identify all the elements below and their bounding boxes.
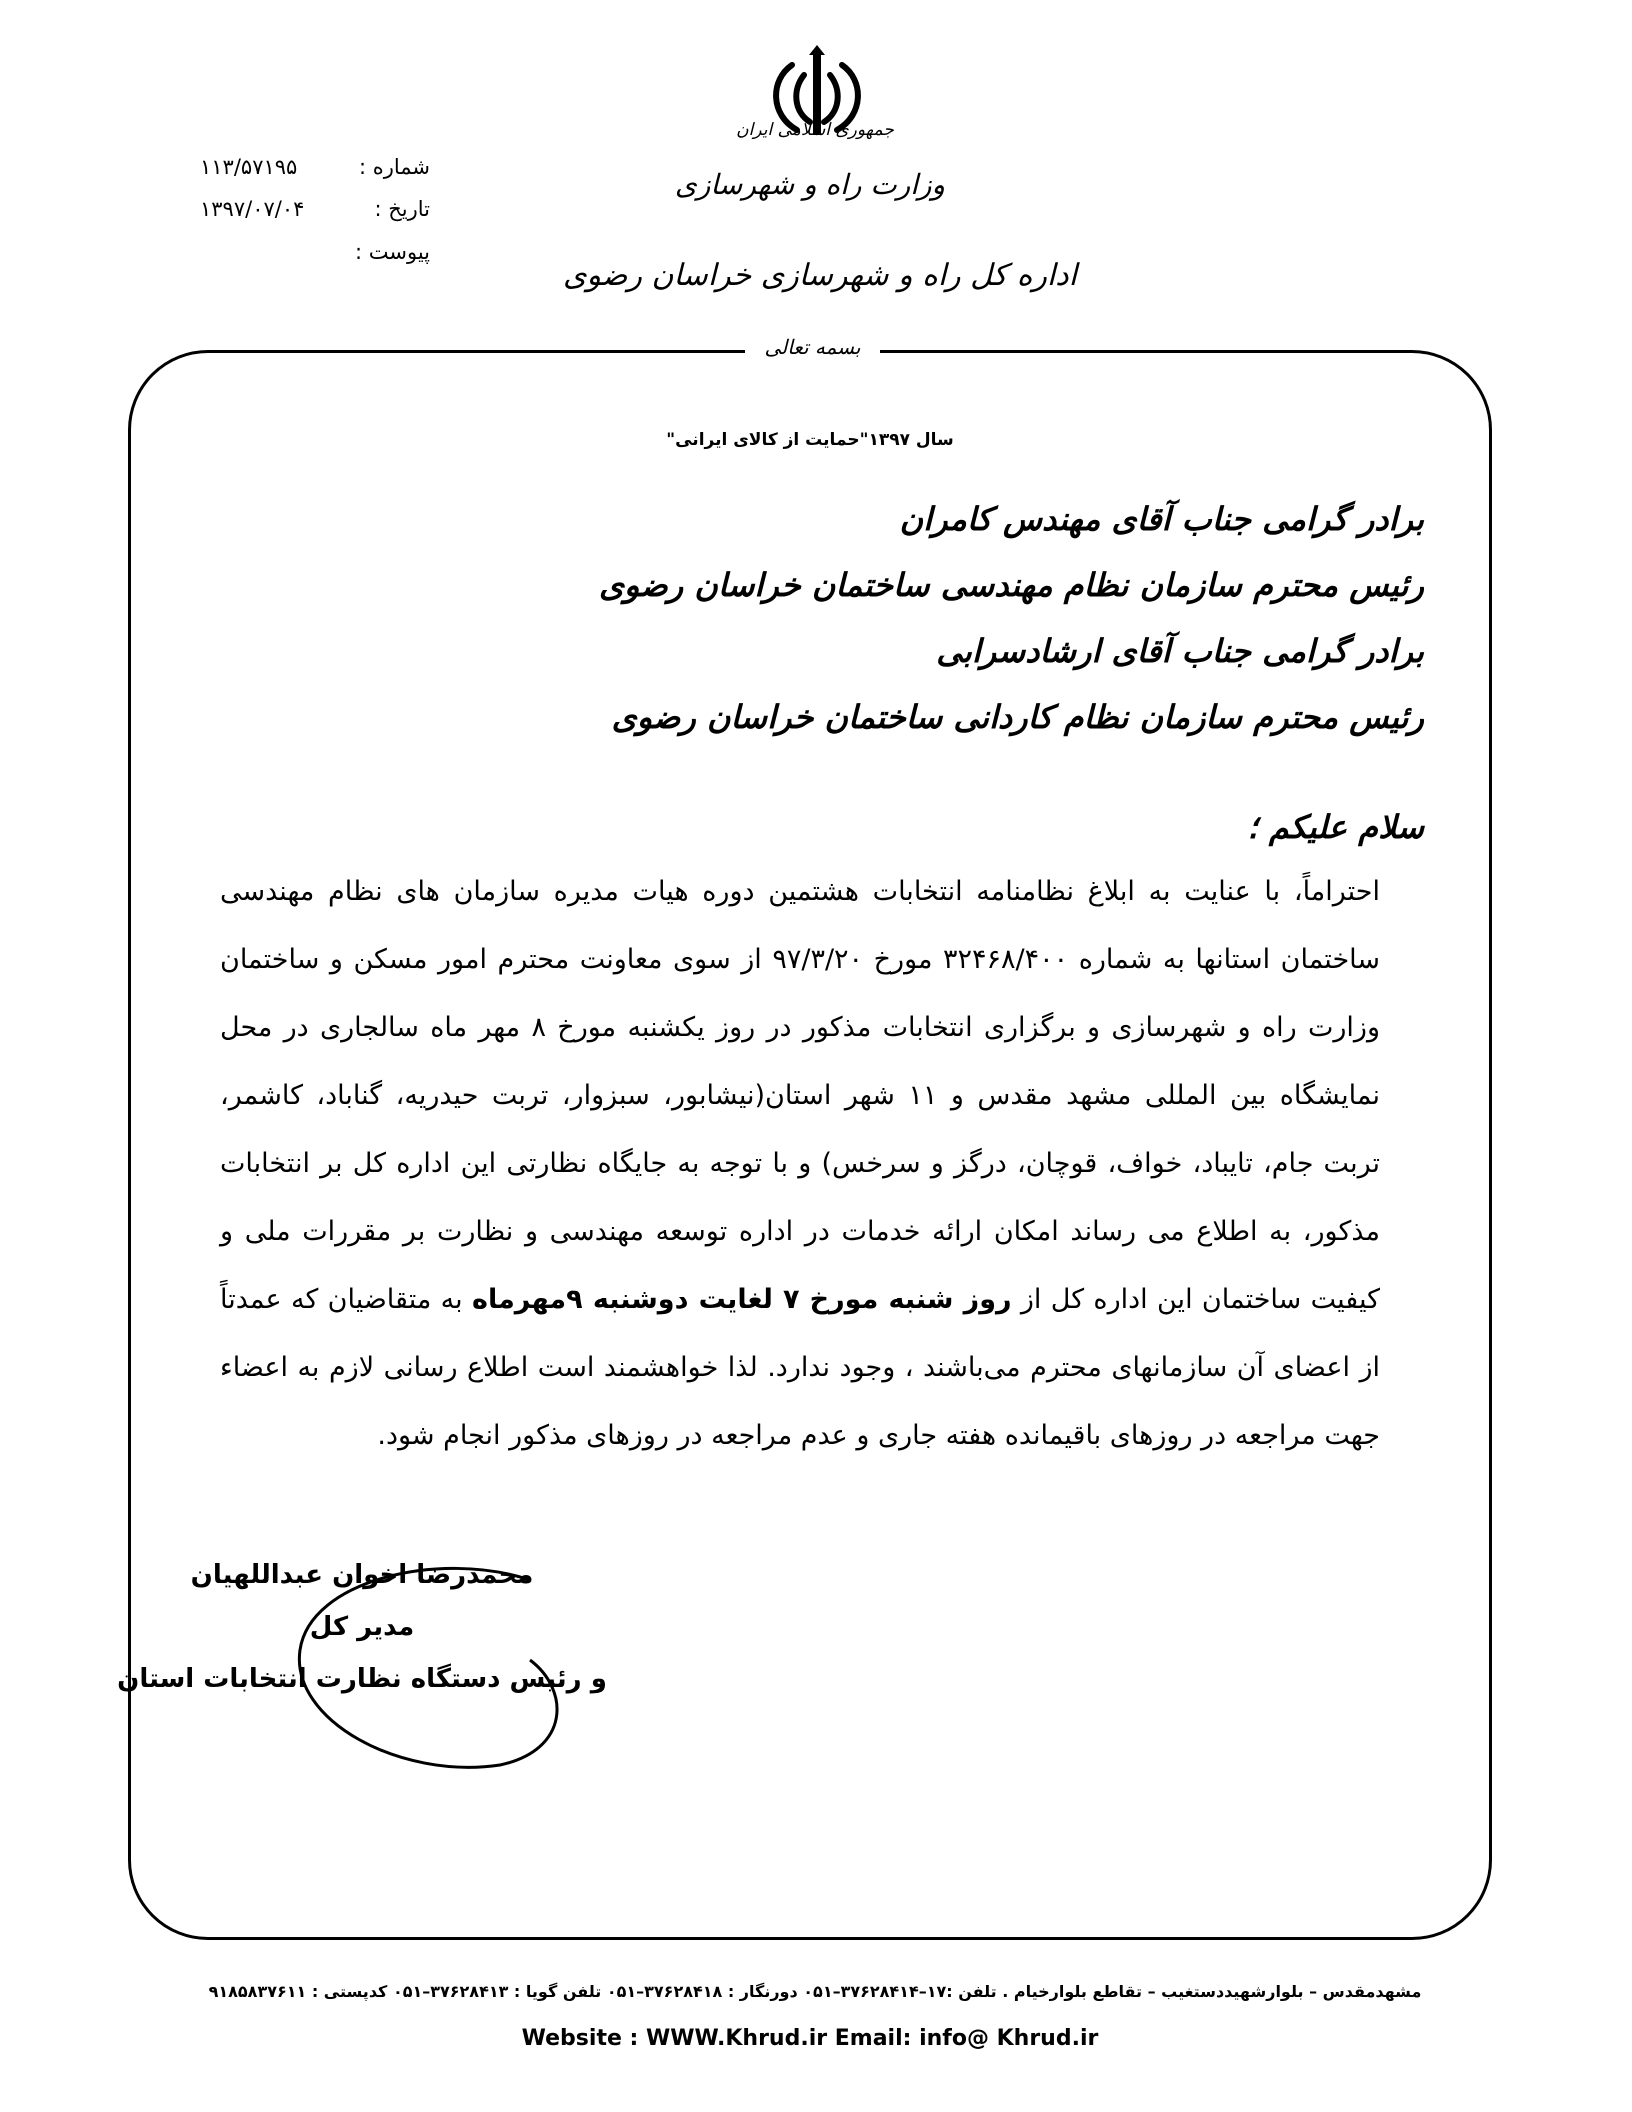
- signatory-role: و رئیس دستگاه نظارت انتخابات استان: [117, 1664, 607, 1694]
- body-highlight: روز شنبه مورخ ۷ لغایت دوشنبه ۹مهرماه: [472, 1284, 1012, 1315]
- ministry-name: وزارت راه و شهرسازی: [674, 168, 946, 201]
- bismillah: بسمه تعالی: [764, 335, 861, 359]
- greeting: سلام علیکم ؛: [1247, 808, 1424, 846]
- body-text: به متقاضیان که عمدتاً از اعضای آن سازمانهای محترم می‌باشند ، وجود ندارد. لذا خواهشمند است اطلاع رسانی لازم به اعضاء جهت مراجعه در روزهای باقیمانده هفته جاری و عدم مراجعه در روزهای مذکور انجام شود.: [220, 1284, 1380, 1451]
- letter-attachment: [200, 240, 430, 264]
- addressee-line: رئیس محترم سازمان نظام مهندسی ساختمان خراسان رضوی: [598, 566, 1424, 604]
- iran-emblem-icon: [752, 40, 882, 160]
- letter-number-label: شماره :: [358, 155, 430, 179]
- addressee-line: برادر گرامی جناب آقای ارشادسرابی: [936, 632, 1424, 670]
- letter-date-value: ۱۳۹۷/۰۷/۰۴: [200, 197, 305, 221]
- directorate-name: اداره کل راه و شهرسازی خراسان رضوی: [563, 258, 1077, 293]
- letter-body: [220, 858, 1380, 1470]
- letter-number-value: ۱۱۳/۵۷۱۹۵: [200, 155, 298, 179]
- addressee-line: برادر گرامی جناب آقای مهندس کامران: [899, 500, 1424, 538]
- signature-stroke: [280, 1540, 580, 1800]
- addressee-line: رئیس محترم سازمان نظام کاردانی ساختمان خراسان رضوی: [611, 698, 1424, 736]
- letter-attachment-label: پیوست :: [355, 240, 430, 264]
- emblem-caption: جمهوری اسلامی ایران: [736, 120, 894, 140]
- signatory-name: محمدرضا اخوان عبداللهیان: [190, 1560, 534, 1590]
- footer-address: مشهدمقدس – بلوارشهیددستغیب – تقاطع بلوارخیام . تلفن :۱۷–۳۷۶۲۸۴۱۴–۰۵۱ دورنگار : ۳۷۶۲۸۴۱۸–۰۵۱ تلفن گویا : ۳۷۶۲۸۴۱۳–۰۵۱ کدپستی : ۹۱۸۵۸۳۷۶۱۱: [208, 1982, 1422, 2001]
- year-slogan: سال ۱۳۹۷"حمایت از کالای ایرانی": [666, 430, 954, 450]
- body-text: احتراماً، با عنایت به ابلاغ نظامنامه انتخابات هشتمین دوره هیات مدیره سازمان های نظام مهندسی ساختمان استانها به شماره ۳۲۴۶۸/۴۰۰ مورخ ۹۷/۳/۲۰ از سوی معاونت محترم امور مسکن و ساختمان وزارت راه و شهرسازی و برگزاری انتخابات مذکور در روز یکشنبه مورخ ۸ مهر ماه سالجاری در محل نمایشگاه بین المللی مشهد مقدس و ۱۱ شهر استان(نیشابور، سبزوار، تربت حیدریه، گناباد، کاشمر، تربت جام، تایباد، خواف، قوچان، درگز و سرخس) و با توجه به جایگاه نظارتی این اداره کل بر انتخابات مذکور، به اطلاع می رساند امکان ارائه خدمات در اداره توسعه مهندسی و نظارت بر مقررات ملی و کیفیت ساختمان این اداره کل از: [220, 876, 1380, 1315]
- footer-web: Website : WWW.Khrud.ir Email: info@ Khrud.ir: [521, 2026, 1099, 2051]
- letter-number: [200, 155, 430, 179]
- letter-date-label: تاریخ :: [374, 197, 430, 221]
- letter-date: [200, 197, 430, 221]
- signatory-title: مدیر کل: [309, 1612, 415, 1642]
